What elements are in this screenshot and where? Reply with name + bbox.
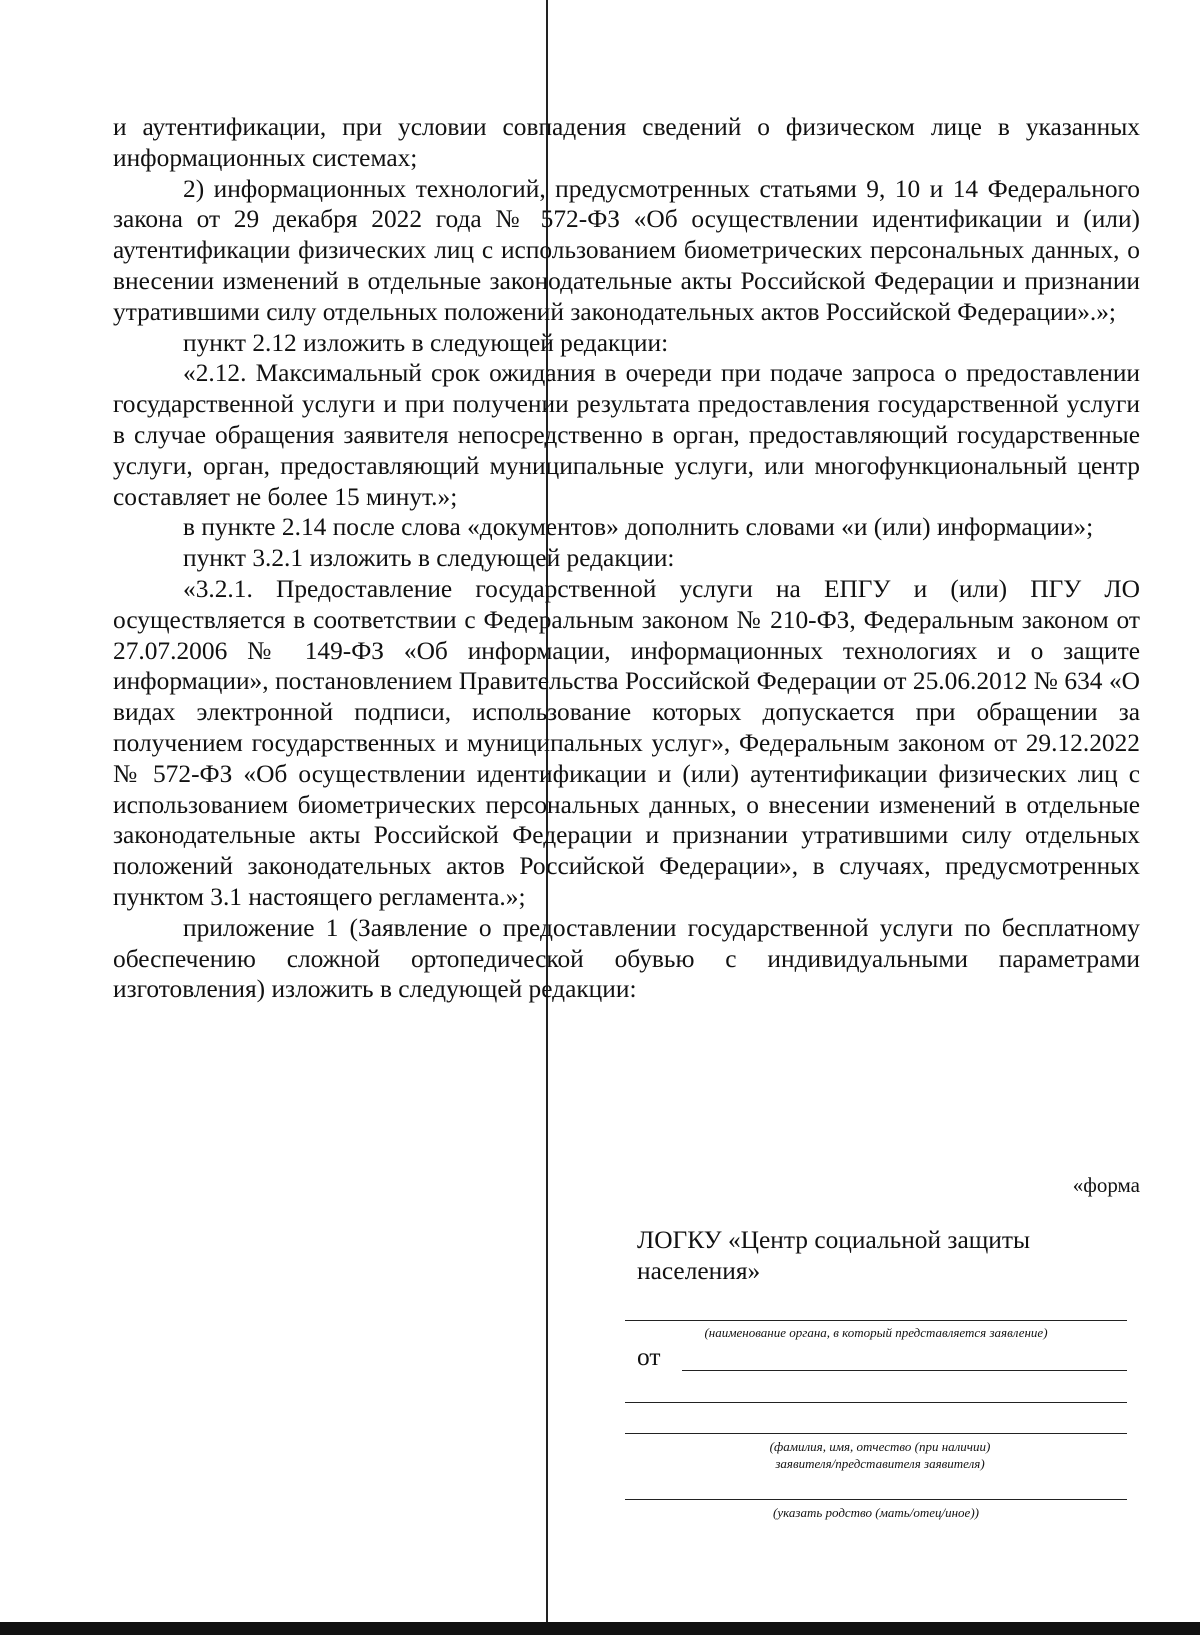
applicant-caption-1: (фамилия, имя, отчество (при наличии) (769, 1439, 991, 1454)
scan-bottom-edge (0, 1622, 1200, 1635)
forma-label: «форма (1072, 1173, 1140, 1197)
paragraph-3: пункт 2.12 изложить в следующей редакции: (183, 328, 669, 357)
applicant-name-field-2[interactable] (625, 1402, 1127, 1403)
applicant-caption-2: заявителя/представителя заявителя) (775, 1456, 985, 1471)
paragraph-5: в пункте 2.14 после слова «документов» дополнить словами «и (или) информации»; (183, 513, 1094, 542)
paragraph-8: приложение 1 (Заявление о предоставлении государственной услуги по бесплатному обеспечению сложной ортопедической обувью с индивидуальными параметрами изготовления) изложить в следующей редакции: (113, 913, 1140, 1004)
relation-field[interactable] (625, 1499, 1127, 1500)
paragraph-7: «3.2.1. Предоставление государственной услуги на ЕПГУ и (или) ПГУ ЛО осуществляется в соответствии с Федеральным законом № 210-ФЗ, Федеральным законом от 27.07.2006 № 149-ФЗ «Об информации, информационных технологиях и о защите информации», постановлением Правительства Российской Федерации от 25.06.2012 № 634 «О видах электронной подписи, использование которых допускается при обращении за получением государственных и муниципальных услуг», Федеральным законом от 29.12.2022 № 572-ФЗ «Об осуществлении идентификации и (или) аутентификации физических лиц с использованием биометрических персональных данных, о внесении изменений в отдельные законодательные акты Российской Федерации и признании утратившими силу отдельных положений законодательных актов Российской Федерации», в случаях, предусмотренных пунктом 3.1 настоящего регламента.»; (113, 574, 1140, 911)
relation-caption: (указать родство (мать/отец/иное)) (773, 1505, 979, 1520)
paragraph-2: 2) информационных технологий, предусмотренных статьями 9, 10 и 14 Федерального закона от 29 декабря 2022 года № 572-ФЗ «Об осуществлении идентификации и (или) аутентификации физических лиц с использованием биометрических персональных данных, о внесении изменений в отдельные законодательные акты Российской Федерации и признании утратившими силу отдельных положений законодательных актов Российской Федерации».»; (113, 174, 1140, 326)
applicant-name-field-1[interactable] (682, 1370, 1127, 1371)
applicant-name-field-3[interactable] (625, 1433, 1127, 1434)
paragraph-1: и аутентификации, при условии совпадения сведений о физическом лице в указанных информационных системах; (113, 113, 1140, 172)
document-body (113, 112, 1140, 1005)
organ-name-caption: (наименование органа, в который представляется заявление) (704, 1325, 1048, 1340)
paragraph-6: пункт 3.2.1 изложить в следующей редакции: (183, 544, 675, 573)
organ-name-field[interactable] (625, 1320, 1127, 1321)
paragraph-4: «2.12. Максимальный срок ожидания в очереди при подаче запроса о предоставлении государственной услуги и при получении результата предоставления государственной услуги в случае обращения заявителя непосредственно в орган, предоставляющий государственные услуги, орган, предоставляющий муниципальные услуги, или многофункциональный центр составляет не более 15 минут.»; (113, 359, 1140, 511)
from-label: от (637, 1343, 661, 1371)
recipient-organ: ЛОГКУ «Центр социальной защиты населения» (637, 1226, 1031, 1285)
